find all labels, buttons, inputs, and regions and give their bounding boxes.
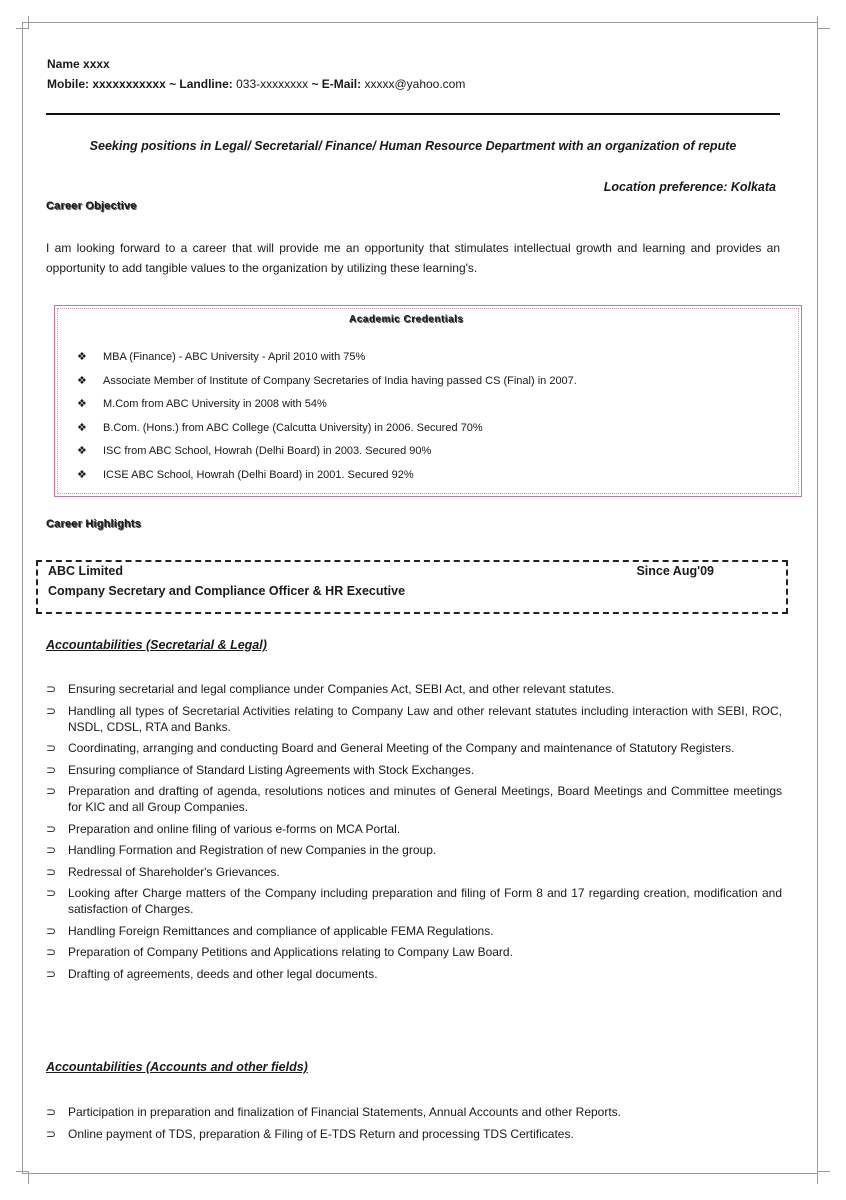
duty-text: Preparation and drafting of agenda, resolutions notices and minutes of General Meetings, Board Meetings and Committee meetings for KIC and all Group Companies.: [68, 784, 782, 814]
legal-duties-list: [46, 681, 782, 987]
objective-statement: Seeking positions in Legal/ Secretarial/ Finance/ Human Resource Department with an organization of repute: [89, 139, 737, 153]
arrow-bullet-icon: ⊃: [46, 784, 57, 798]
list-item: [46, 783, 782, 815]
academic-heading: Academic Credentials: [349, 314, 464, 325]
duty-text: Handling Foreign Remittances and compliance of applicable FEMA Regulations.: [68, 923, 494, 938]
list-item: [46, 966, 782, 982]
arrow-bullet-icon: ⊃: [46, 821, 57, 836]
accounts-duties-list: [46, 1104, 782, 1147]
arrow-bullet-icon: ⊃: [46, 1105, 57, 1119]
academic-item-text: ISC from ABC School, Howrah (Delhi Board) in 2003. Secured 90%: [103, 445, 432, 457]
list-item: [77, 440, 577, 464]
employment-since: Since Aug'09: [636, 564, 714, 578]
corner-mark: [16, 1171, 29, 1184]
landline-label: ~ Landline:: [165, 77, 237, 91]
duty-text: Online payment of TDS, preparation & Filing of E-TDS Return and processing TDS Certificates.: [68, 1126, 574, 1141]
arrow-bullet-icon: ⊃: [46, 966, 57, 981]
diamond-bullet-icon: ❖: [77, 445, 87, 457]
diamond-bullet-icon: ❖: [77, 351, 87, 363]
duty-text: Drafting of agreements, deeds and other legal documents.: [68, 966, 378, 981]
company-box: [36, 560, 788, 614]
resume-header: [47, 54, 465, 94]
list-item: [46, 864, 782, 880]
arrow-bullet-icon: ⊃: [46, 864, 57, 879]
duty-text: Participation in preparation and finalization of Financial Statements, Annual Accounts and other Reports.: [68, 1105, 622, 1119]
arrow-bullet-icon: ⊃: [46, 1126, 57, 1141]
list-item: [46, 740, 782, 756]
mobile-number: Mobile: xxxxxxxxxxx: [47, 77, 166, 91]
header-divider: [46, 113, 780, 115]
duty-text: Redressal of Shareholder's Grievances.: [68, 864, 280, 879]
diamond-bullet-icon: ❖: [77, 398, 87, 410]
list-item: [46, 1126, 782, 1142]
list-item: [77, 417, 577, 441]
accountabilities-legal-heading: Accountabilities (Secretarial & Legal): [46, 638, 267, 652]
academic-item-text: M.Com from ABC University in 2008 with 54%: [103, 398, 327, 410]
list-item: [46, 681, 782, 697]
academic-item-text: MBA (Finance) - ABC University - April 2010 with 75%: [103, 351, 366, 363]
corner-mark: [817, 16, 830, 29]
arrow-bullet-icon: ⊃: [46, 703, 57, 718]
career-objective-heading: Career Objective: [46, 200, 137, 212]
list-item: [77, 464, 577, 488]
accountabilities-accounts-heading: Accountabilities (Accounts and other fields): [46, 1060, 308, 1074]
diamond-bullet-icon: ❖: [77, 374, 87, 387]
duty-text: Handling Formation and Registration of new Companies in the group.: [68, 843, 437, 857]
duty-text: Preparation and online filing of various e-forms on MCA Portal.: [68, 821, 401, 836]
career-objective-text: I am looking forward to a career that will provide me an opportunity that stimulates intellectual growth and learning and provides an opportunity to add tangible values to the organization by utilizing these learning's.: [46, 241, 780, 275]
academic-item-text: ICSE ABC School, Howrah (Delhi Board) in 2001. Secured 92%: [103, 468, 414, 481]
list-item: [46, 762, 782, 778]
email-address[interactable]: xxxxx@yahoo.com: [364, 77, 466, 91]
candidate-name: Name xxxx: [47, 57, 110, 71]
location-preference: Location preference: Kolkata: [603, 180, 776, 194]
diamond-bullet-icon: ❖: [77, 468, 87, 481]
academic-list: [77, 346, 577, 487]
arrow-bullet-icon: ⊃: [46, 886, 57, 900]
list-item: [46, 1104, 782, 1120]
arrow-bullet-icon: ⊃: [46, 762, 57, 777]
academic-credentials-box: [54, 305, 802, 497]
list-item: [46, 703, 782, 735]
career-highlights-heading: Career Highlights: [46, 518, 142, 530]
list-item: [46, 885, 782, 917]
duty-text: Ensuring secretarial and legal compliance under Companies Act, SEBI Act, and other relevant statutes.: [68, 682, 615, 696]
arrow-bullet-icon: ⊃: [46, 843, 57, 857]
duty-text: Coordinating, arranging and conducting Board and General Meeting of the Company and maintenance of Statutory Registers.: [68, 741, 735, 755]
academic-item-text: Associate Member of Institute of Company Secretaries of India having passed CS (Final) in 2007.: [103, 374, 577, 387]
duty-text: Handling all types of Secretarial Activities relating to Company Law and other relevant statutes including interaction with SEBI, ROC, NSDL, CDSL, RTA and Banks.: [68, 703, 782, 734]
corner-mark: [817, 1171, 830, 1184]
arrow-bullet-icon: ⊃: [46, 682, 57, 696]
corner-mark: [16, 16, 29, 29]
duty-text: Looking after Charge matters of the Company including preparation and filing of Form 8 and 17 regarding creation, modification and satisfaction of Charges.: [68, 886, 782, 916]
list-item: [77, 346, 577, 370]
company-name: ABC Limited: [48, 564, 123, 578]
duty-text: Preparation of Company Petitions and Applications relating to Company Law Board.: [68, 945, 513, 959]
list-item: [46, 944, 782, 960]
list-item: [77, 370, 577, 394]
arrow-bullet-icon: ⊃: [46, 741, 57, 755]
landline-number: 033-xxxxxxxx: [236, 77, 309, 91]
duty-text: Ensuring compliance of Standard Listing Agreements with Stock Exchanges.: [68, 762, 475, 777]
list-item: [46, 821, 782, 837]
arrow-bullet-icon: ⊃: [46, 923, 57, 938]
arrow-bullet-icon: ⊃: [46, 945, 57, 959]
list-item: [46, 923, 782, 939]
academic-item-text: B.Com. (Hons.) from ABC College (Calcutta University) in 2006. Secured 70%: [103, 421, 483, 434]
contact-line: [47, 74, 465, 94]
list-item: [46, 842, 782, 858]
email-label: ~ E-Mail:: [308, 77, 365, 91]
job-title: Company Secretary and Compliance Officer & HR Executive: [48, 584, 406, 598]
list-item: [77, 393, 577, 417]
diamond-bullet-icon: ❖: [77, 421, 87, 434]
